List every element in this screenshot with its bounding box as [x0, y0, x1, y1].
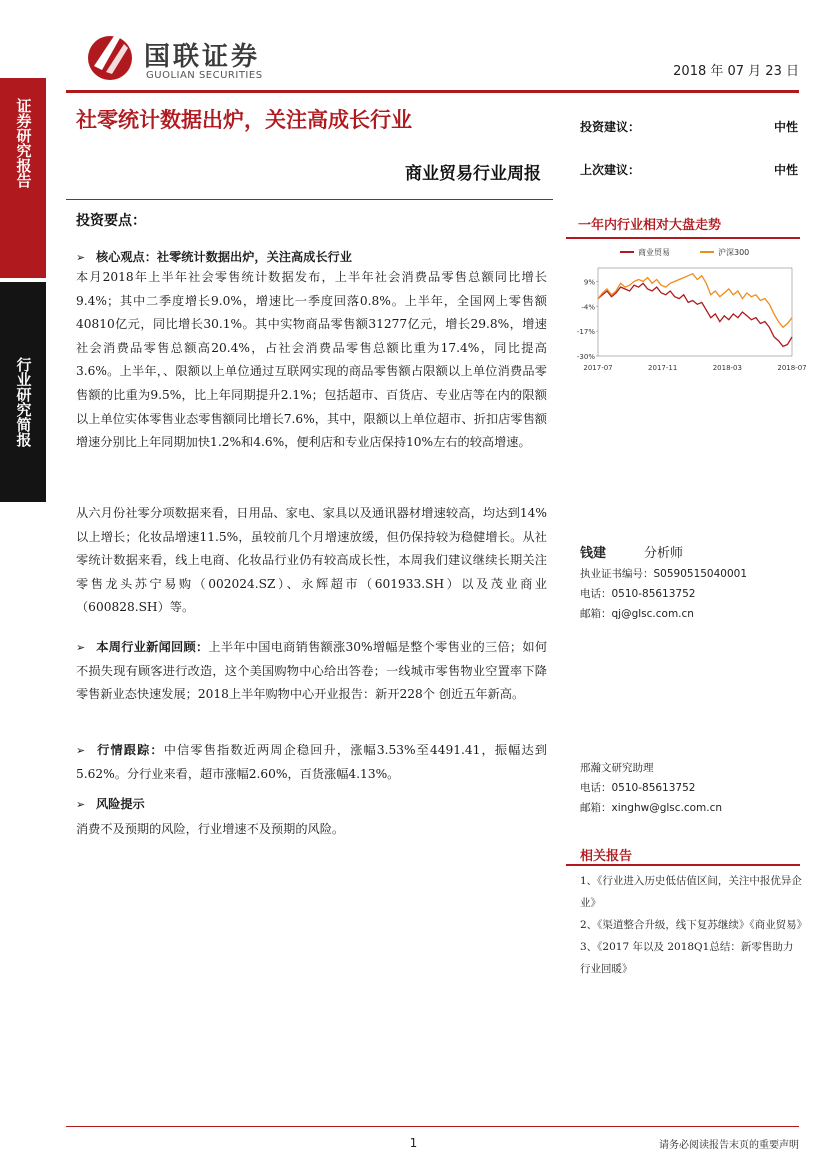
rating-current [580, 118, 798, 135]
related-reports-title: 相关报告 [580, 849, 633, 864]
chart-series-line-hs300 [598, 274, 792, 328]
side-band-research-report [0, 78, 46, 278]
risk-paragraph: 消费不及预期的风险，行业增速不及预期的风险。 [76, 822, 345, 836]
risk-title: 风险提示 [96, 797, 145, 811]
rating-current-value: 中性 [773, 120, 798, 134]
analyst-role: 分析师 [644, 546, 684, 561]
header-divider [66, 90, 799, 93]
analyst-license: 执业证书编号：S0590515040001 [580, 568, 748, 580]
assistant-phone: 电话：0510-85613752 [580, 782, 696, 794]
side-band-industry-brief [0, 282, 46, 502]
analyst-primary [580, 544, 800, 624]
industry-news-paragraph [76, 636, 547, 707]
footer-divider [66, 1126, 799, 1127]
related-reports-divider [566, 864, 800, 866]
page-number: 1 [409, 1136, 418, 1150]
assistant-email[interactable]: 邮箱：xinghw@glsc.com.cn [580, 802, 723, 814]
arrow-bullet-icon: ➢ [76, 798, 86, 811]
chart-y-tick-label: -30% [576, 353, 595, 361]
chart-x-tick-label: 2017-07 [583, 364, 613, 372]
rating-current-label: 投资建议： [580, 120, 641, 134]
core-view-paragraph: 本月2018年上半年社会零售统计数据发布，上半年社会消费品零售总额同比增长9.4%；其中二季度增长9.0%，增速比一季度回落0.8%。上半年，全国网上零售额40810亿元，同比增长30.1%。其中实物商品零售额31277亿元，增长29.8%，增速社会消费品零售总额高20.4%，占社会消费品零售总额比重为17.4%，同比提高3.6%。上半年，、限额以上单位通过互联网实现的商品零售额占限额以上单位消费品零售额的比重为9.5%，比上年同期提升2.1%；包括超市、百货店、专业店等在内的限额以上单位实体零售业态零售额同比增长7.6%，其中，限额以上单位超市、折扣店零售额增速分别比上年同期加快1.2%和4.6%，便利店和专业店保持10%左右的较高增速。 [76, 270, 547, 450]
logo-text-en: GUOLIAN SECURITIES [146, 70, 263, 81]
chart-x-tick-label: 2018-03 [712, 364, 742, 372]
chart-y-tick-label: -4% [581, 303, 595, 312]
arrow-bullet-icon: ➢ [76, 641, 86, 654]
market-tracking-text: 中信零售指数近两周企稳回升，涨幅3.53%至4491.41，振幅达到5.62%。分行业来看，超市涨幅2.60%，百货涨幅4.13%。 [76, 743, 547, 781]
chart-y-tick-label: -17% [576, 328, 595, 337]
assistant-name: 邢瀚文研究助理 [580, 762, 654, 774]
chart-panel-divider [566, 237, 800, 239]
title-divider [66, 199, 553, 200]
market-tracking-title: 行情跟踪： [96, 743, 164, 757]
june-data-paragraph: 从六月份社零分项数据来看，日用品、家电、家具以及通讯器材增速较高，均达到14%以上增长；化妆品增速11.5%，虽较前几个月增速放缓，但仍保持较为稳健增长。从社零统计数据来看，线上电商、化妆品行业仍有较高成长性，本周我们建议继续长期关注零售龙头苏宁易购（002024.SZ）、永辉超市（601933.SH）以及茂业商业（600828.SH）等。 [76, 506, 547, 615]
related-report-item[interactable]: 1、《行业进入历史低估值区间，关注中报优异企业》 [580, 875, 802, 909]
rating-previous-value: 中性 [773, 163, 798, 177]
related-report-item[interactable]: 3、《2017 年以及 2018Q1总结：新零售助力行业回暖》 [580, 941, 794, 975]
chart-legend-label: 沪深300 [718, 248, 750, 257]
industry-news-text: 上半年中国电商销售额涨30%增幅是整个零售业的三倍；如何不损失现有顾客进行改造，这个美国购物中心给出答卷；一线城市零售物业空置率下降 零售新业态快速发展；2018上半年购物中心开业报告：新开228个 创近五年新高。 [76, 640, 548, 702]
core-view-title: 核心观点：社零统计数据出炉，关注高成长行业 [96, 250, 352, 264]
analyst-name: 钱建 [580, 546, 607, 561]
chart-panel-title: 一年内行业相对大盘走势 [578, 218, 722, 233]
rating-previous-label: 上次建议： [580, 163, 641, 177]
relative-performance-chart [566, 240, 807, 380]
industry-news-title: 本周行业新闻回顾： [96, 640, 209, 654]
relative-performance-chart-svg [566, 240, 807, 380]
chart-x-tick-label: 2018-07 [777, 364, 807, 372]
report-title: 社零统计数据出炉，关注高成长行业 [76, 108, 412, 132]
report-subtitle: 商业贸易行业周报 [405, 164, 541, 184]
risk-heading [76, 793, 547, 817]
related-reports-list [580, 870, 808, 980]
section-title-key-points: 投资要点： [76, 213, 146, 229]
company-logo [84, 30, 324, 86]
logo-text-cn: 国联证券 [144, 42, 261, 72]
arrow-bullet-icon: ➢ [76, 251, 86, 264]
report-date: 2018 年 07 月 23 日 [673, 64, 799, 79]
arrow-bullet-icon: ➢ [76, 744, 86, 757]
chart-series-line-commerce [598, 283, 792, 346]
side-band-label-top: 证券研究报告 [14, 98, 33, 188]
rating-previous [580, 161, 798, 178]
chart-plot-frame [598, 268, 792, 356]
chart-x-tick-label: 2017-11 [648, 364, 678, 372]
guolian-logo-icon [84, 30, 136, 82]
analyst-email[interactable]: 邮箱：qj@glsc.com.cn [580, 608, 694, 620]
chart-y-tick-label: 9% [583, 278, 595, 287]
chart-legend-label: 商业贸易 [638, 248, 670, 257]
market-tracking-paragraph [76, 739, 547, 786]
analyst-assistant [580, 758, 800, 818]
related-report-item[interactable]: 2、《渠道整合升级，线下复苏继续》《商业贸易》 [580, 919, 808, 931]
footer-disclaimer: 请务必阅读报告末页的重要声明 [659, 1140, 799, 1151]
side-band-label-bottom: 行业研究简报 [14, 357, 33, 447]
analyst-phone: 电话：0510-85613752 [580, 588, 696, 600]
